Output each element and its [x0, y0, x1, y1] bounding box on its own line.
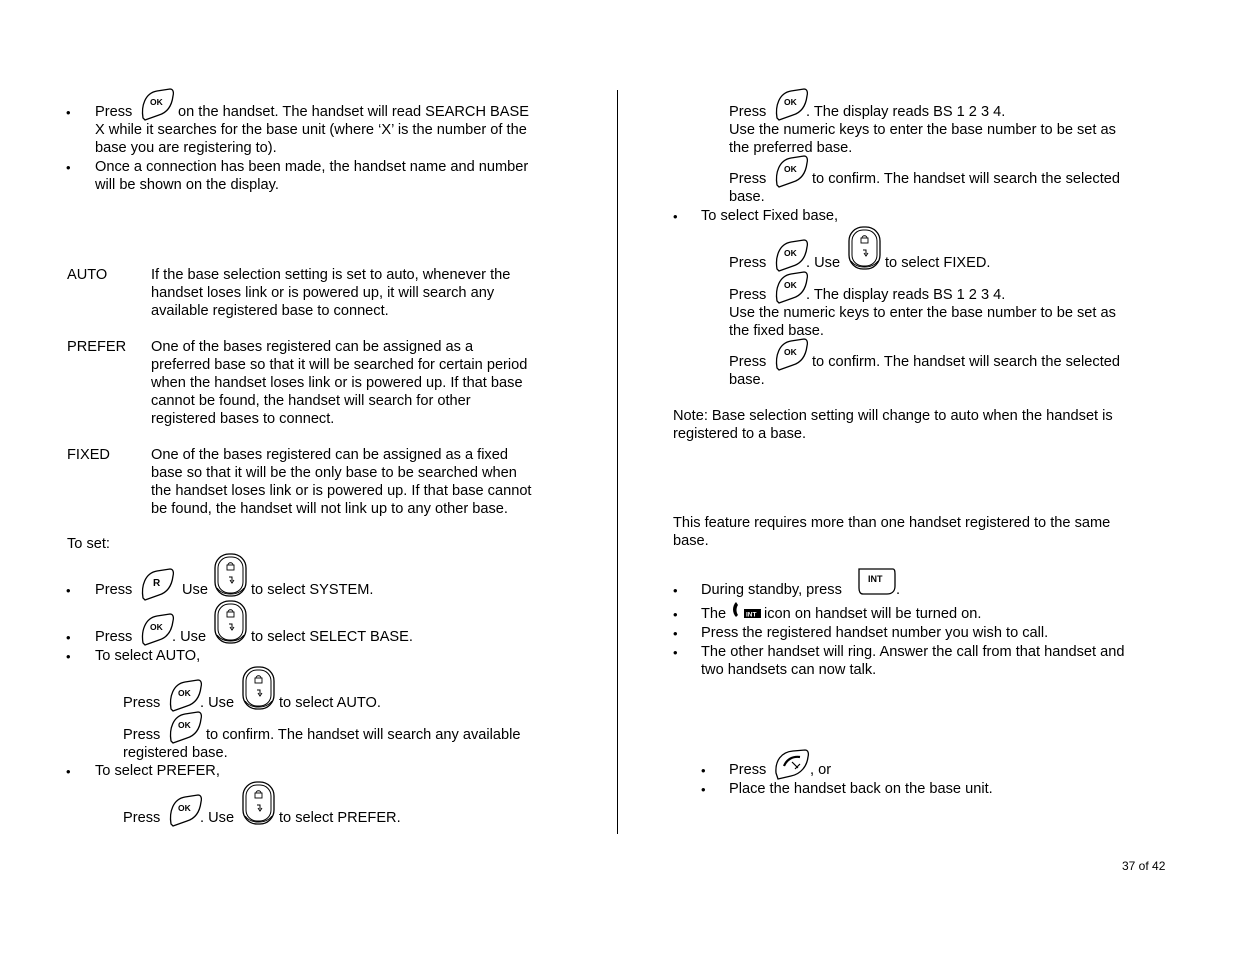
navigation-key-icon [241, 780, 277, 826]
text: to confirm. The handset will search the selected [812, 171, 1120, 187]
ok-key-icon [167, 679, 203, 712]
text: Press [729, 354, 767, 370]
text: Place the handset back on the base unit. [729, 781, 993, 797]
text: base. [729, 372, 765, 388]
navigation-key-icon [213, 599, 249, 645]
term-prefer: PREFER [67, 339, 127, 355]
text: Press [95, 582, 133, 598]
note-text: Note: Base selection setting will change to auto when the handset is [673, 408, 1113, 424]
text: to confirm. The handset will search any available [206, 727, 521, 743]
text: . Use [806, 255, 841, 271]
navigation-key-icon [241, 665, 277, 711]
text: Use the numeric keys to enter the base number to be set as [729, 305, 1116, 321]
text: Press [729, 287, 767, 303]
term-auto: AUTO [67, 267, 108, 283]
bullet: • [673, 209, 678, 224]
text: Press [123, 727, 161, 743]
text: X while it searches for the base unit (where ‘X’ is the number of the [95, 122, 527, 138]
bullet: • [66, 105, 71, 120]
text: Press [729, 171, 767, 187]
text: Press [729, 255, 767, 271]
ok-key-icon [773, 338, 809, 371]
bullet: • [66, 649, 71, 664]
text: base so that it will be the only base to be searched when [151, 465, 517, 481]
bullet: • [673, 583, 678, 598]
text: The [701, 606, 727, 622]
note-text: registered to a base. [673, 426, 807, 442]
text: . Use [200, 810, 235, 826]
text: registered bases to connect. [151, 411, 335, 427]
end-call-key-icon [773, 749, 811, 781]
text: on the handset. The handset will read SEARCH BASE [178, 104, 529, 120]
text: Press [123, 695, 161, 711]
navigation-key-icon [847, 225, 883, 271]
page-number: 37 of 42 [1122, 859, 1166, 873]
text: base. [729, 189, 765, 205]
text: to select SELECT BASE. [251, 629, 413, 645]
text: Use [182, 582, 208, 598]
text: Press the registered handset number you wish to call. [701, 625, 1049, 641]
text: base you are registering to). [95, 140, 277, 156]
text: icon on handset will be turned on. [764, 606, 982, 622]
ok-key-icon [139, 88, 175, 121]
text: . [896, 582, 901, 598]
text: If the base selection setting is set to auto, whenever the [151, 267, 511, 283]
text: to select AUTO. [279, 695, 381, 711]
text: During standby, press [701, 582, 842, 598]
bullet: • [66, 764, 71, 779]
text: . The display reads BS 1 2 3 4. [806, 104, 1006, 120]
bullet: • [66, 583, 71, 598]
text: the handset loses link or is powered up. If that base cannot [151, 483, 532, 499]
text: . Use [200, 695, 235, 711]
ok-key-icon [773, 88, 809, 121]
bullet: • [673, 626, 678, 641]
text: Press [95, 629, 133, 645]
text: two handsets can now talk. [701, 662, 877, 678]
text: One of the bases registered can be assigned as a fixed [151, 447, 508, 463]
ok-key-icon [167, 711, 203, 744]
text: preferred base so that it will be searched for certain period [151, 357, 528, 373]
text: The other handset will ring. Answer the call from that handset and [701, 644, 1125, 660]
text: Press [729, 104, 767, 120]
text: be found, the handset will not link up to any other base. [151, 501, 508, 517]
bullet: • [673, 645, 678, 660]
text: This feature requires more than one handset registered to the same [673, 515, 1111, 531]
ok-key-icon [773, 271, 809, 304]
text: To select Fixed base, [701, 208, 839, 224]
text: Press [123, 810, 161, 826]
bullet: • [66, 630, 71, 645]
text: to confirm. The handset will search the selected [812, 354, 1120, 370]
ok-key-icon [773, 155, 809, 188]
text: available registered base to connect. [151, 303, 389, 319]
text: the preferred base. [729, 140, 853, 156]
text: Press [95, 104, 133, 120]
text: to select PREFER. [279, 810, 401, 826]
column-divider [617, 90, 618, 834]
int-key-icon [857, 566, 897, 597]
bullet: • [673, 607, 678, 622]
text: cannot be found, the handset will search for other [151, 393, 471, 409]
text: to select FIXED. [885, 255, 991, 271]
text: to select SYSTEM. [251, 582, 374, 598]
term-fixed: FIXED [67, 447, 110, 463]
text: To select AUTO, [95, 648, 201, 664]
svg-text:INT: INT [746, 611, 757, 619]
text: base. [673, 533, 709, 549]
bullet: • [66, 160, 71, 175]
bullet: • [701, 763, 706, 778]
navigation-key-icon [213, 552, 249, 598]
text: Use the numeric keys to enter the base number to be set as [729, 122, 1116, 138]
text: To select PREFER, [95, 763, 220, 779]
text: when the handset loses link or is powered up. If that base [151, 375, 523, 391]
ok-key-icon [167, 794, 203, 827]
text: registered base. [123, 745, 228, 761]
text: handset loses link or is powered up, it will search any [151, 285, 495, 301]
text: Once a connection has been made, the handset name and number [95, 159, 529, 175]
text: , or [810, 762, 832, 778]
bullet: • [701, 782, 706, 797]
intercom-status-icon [731, 600, 763, 620]
to-set-heading: To set: [67, 536, 110, 552]
text: . The display reads BS 1 2 3 4. [806, 287, 1006, 303]
text: . Use [172, 629, 207, 645]
ok-key-icon [773, 239, 809, 272]
text: the fixed base. [729, 323, 824, 339]
ok-key-icon [139, 613, 175, 646]
r-key-icon [139, 568, 175, 601]
text: One of the bases registered can be assigned as a [151, 339, 474, 355]
text: Press [729, 762, 767, 778]
text: will be shown on the display. [95, 177, 279, 193]
